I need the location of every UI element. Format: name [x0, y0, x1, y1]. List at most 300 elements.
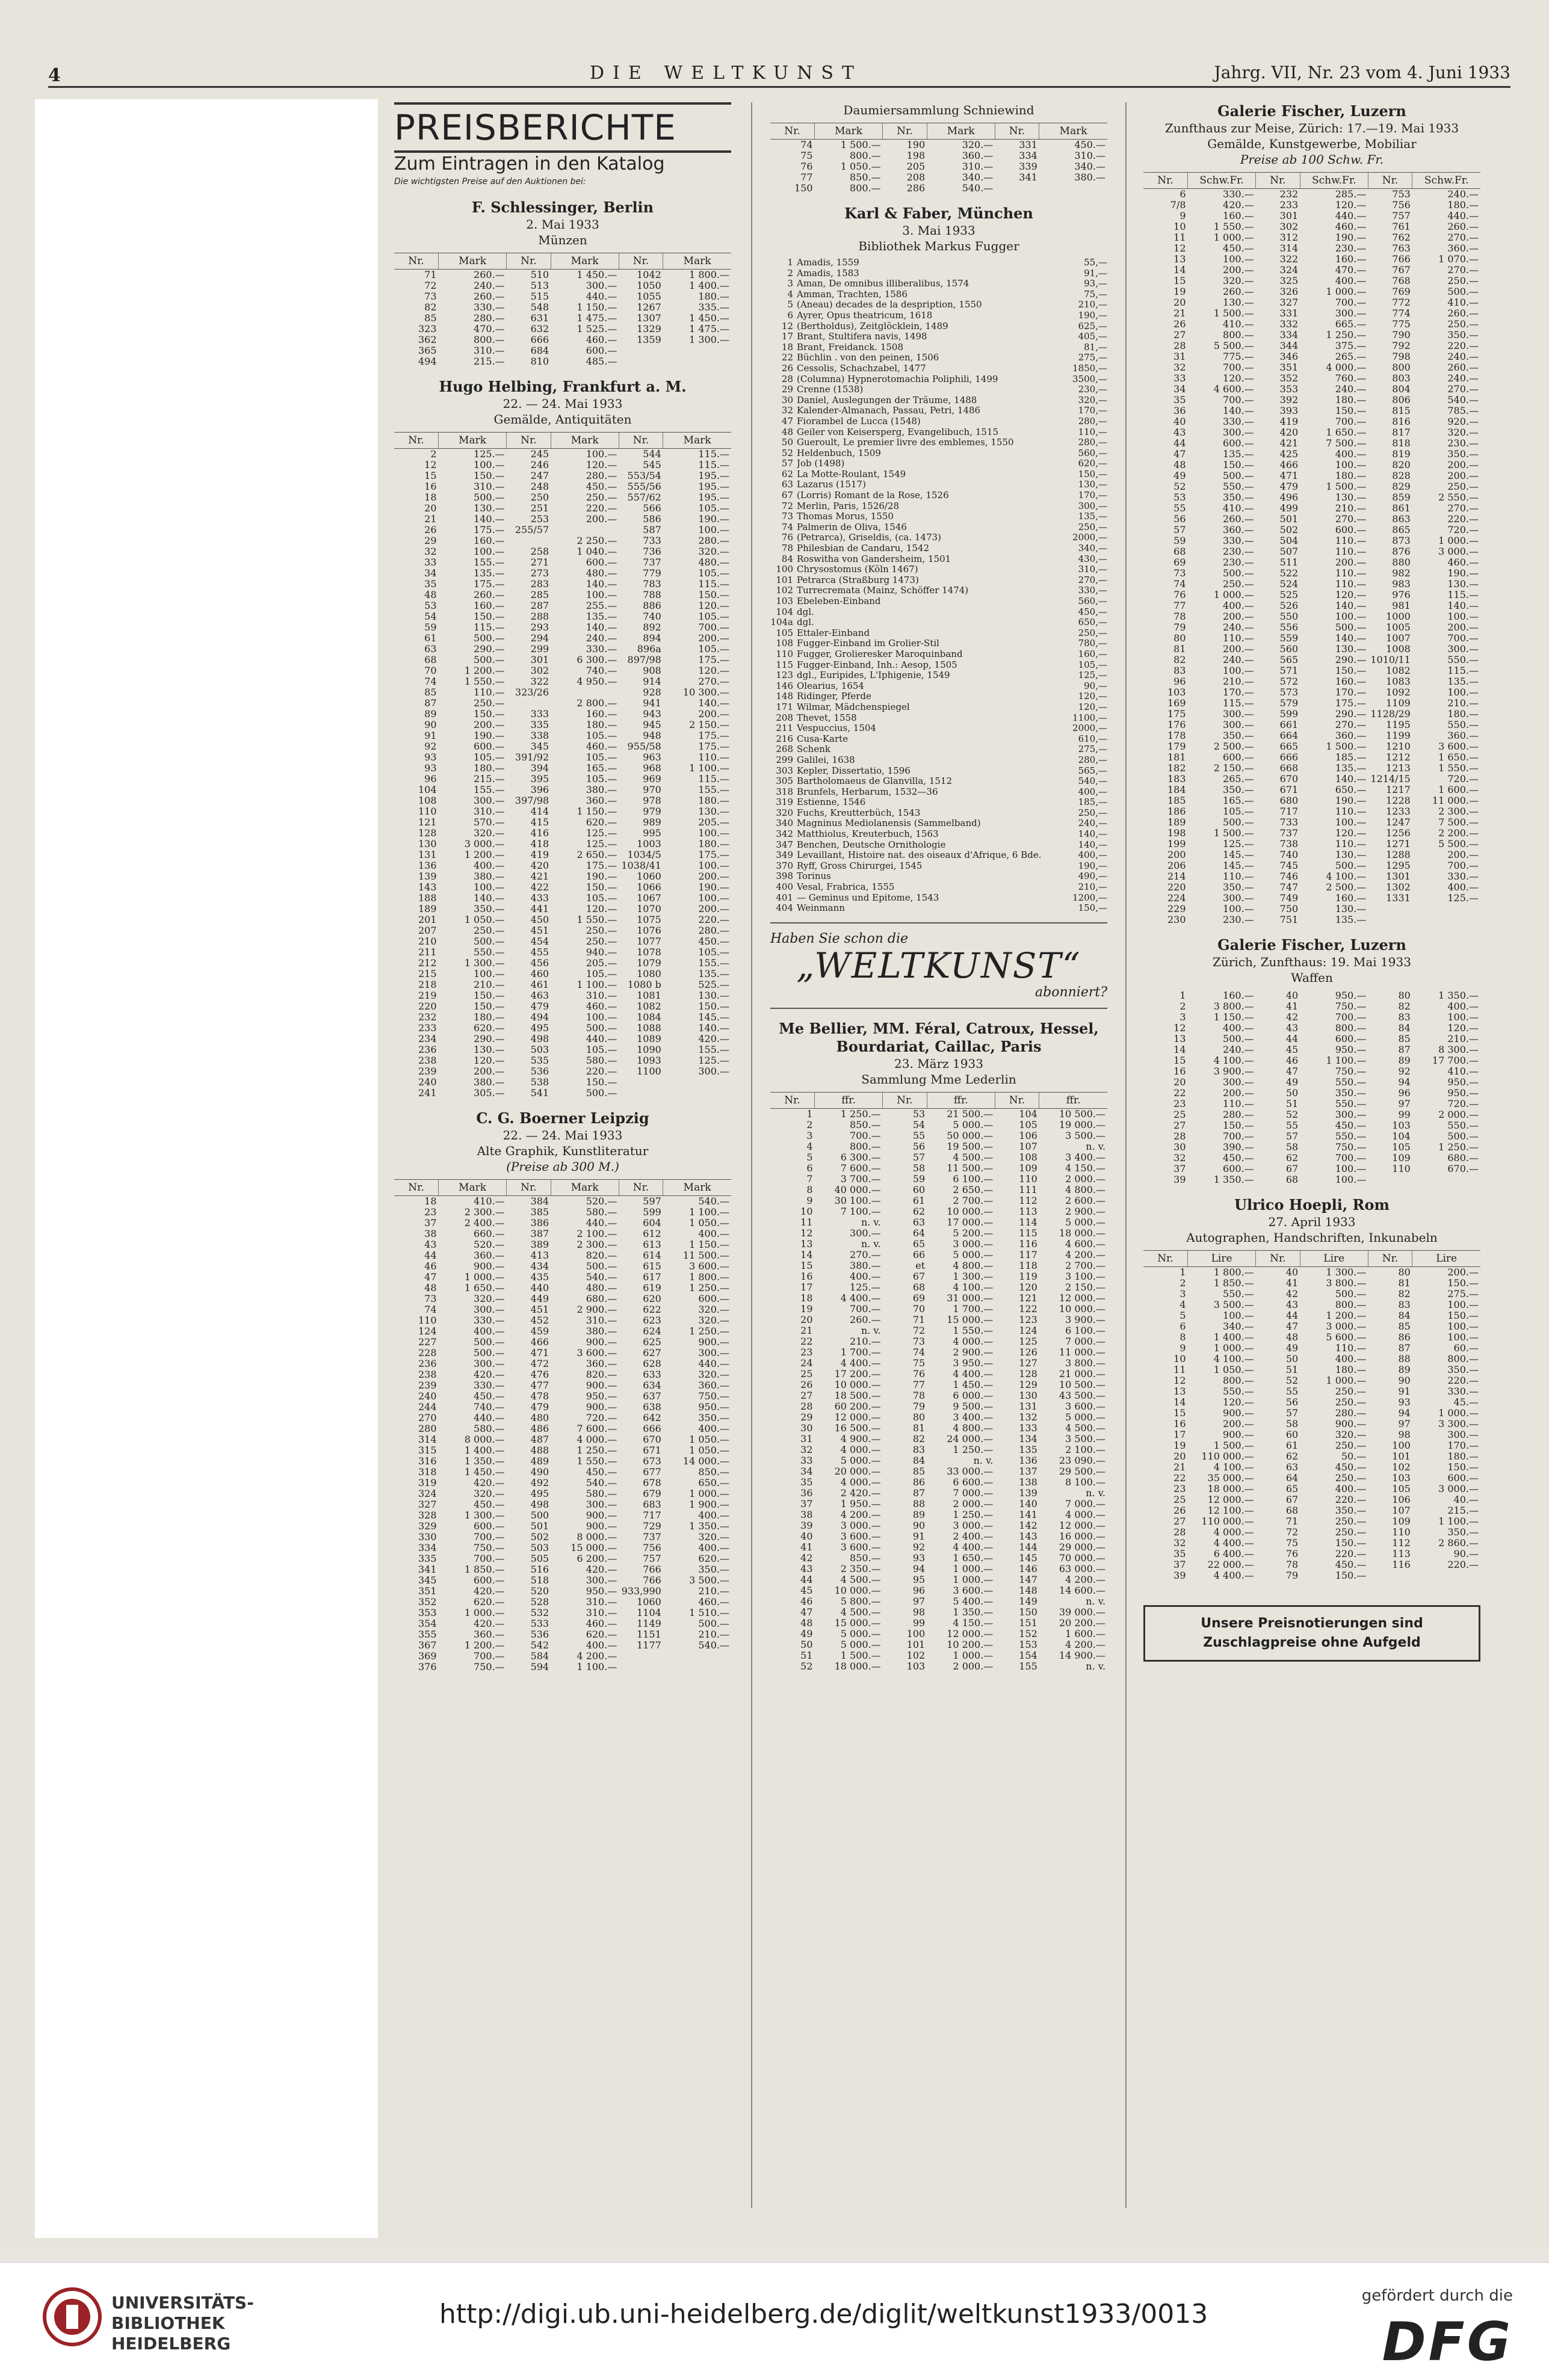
price: 150.—	[1447, 1310, 1479, 1321]
lot-number: 746	[1279, 871, 1299, 882]
lot-number: 27	[1173, 329, 1186, 341]
price: 200.—	[1223, 1418, 1254, 1429]
price: 310.—	[474, 345, 505, 356]
lot-number: 47	[1285, 1321, 1299, 1332]
list-item	[770, 628, 1107, 639]
lot-number: 82	[424, 301, 437, 313]
table-row	[394, 590, 731, 600]
price: 500.—	[586, 1022, 617, 1034]
price: 520.—	[474, 1239, 505, 1250]
lot-number: 184	[1167, 784, 1186, 795]
table-row	[1143, 1164, 1480, 1174]
lot-number: 33	[1173, 372, 1186, 384]
table-row	[394, 1391, 731, 1402]
price: 155.—	[474, 784, 505, 795]
price: 460.—	[586, 741, 617, 752]
lot-number: 401	[776, 892, 793, 903]
lot-number: 102	[776, 585, 793, 596]
table-row	[394, 904, 731, 914]
lot-number: 24	[800, 1357, 813, 1369]
price: 1 400.—	[689, 280, 729, 291]
price: 1 500.—	[1326, 741, 1367, 752]
lot-number: 326	[1279, 286, 1299, 297]
lot-number: 97	[1398, 1098, 1411, 1109]
list-item	[770, 427, 1107, 438]
table-row	[1143, 449, 1480, 460]
table-row	[1143, 1012, 1480, 1023]
lot-number: 391/92	[515, 751, 549, 763]
lot-number: 214	[1167, 871, 1186, 882]
price: 900.—	[586, 1509, 617, 1521]
lot-number: 17	[781, 331, 793, 342]
lot-number: 4	[1180, 1299, 1186, 1310]
lot-number: 507	[1279, 546, 1299, 557]
lot-number: 37	[1173, 1559, 1186, 1570]
list-item	[770, 893, 1107, 904]
price: 210.—	[1335, 502, 1367, 514]
table-row	[394, 460, 731, 470]
price: 1 350.—	[1213, 1174, 1254, 1185]
lot-number: 91	[424, 730, 437, 741]
lot-number: 522	[1279, 567, 1299, 579]
lot-number: 218	[418, 979, 437, 990]
price: 105.—	[586, 968, 617, 979]
table-row	[1143, 308, 1480, 319]
lot-number: 1078	[637, 946, 661, 958]
price: 7 500.—	[1326, 437, 1367, 449]
price: 680.—	[1447, 1152, 1479, 1164]
lot-number: 94	[912, 1562, 926, 1574]
price: 600.—	[586, 345, 617, 356]
price: 12 000.—	[834, 1411, 881, 1423]
lot-number: 347	[776, 839, 793, 850]
price: 145.—	[1223, 860, 1254, 871]
lot-number: 83	[1398, 1299, 1411, 1310]
lot-number: 62	[912, 1205, 926, 1217]
price: 1 450.—	[953, 1378, 994, 1390]
price: 40.—	[1453, 1494, 1479, 1505]
table-row	[770, 1477, 1107, 1488]
lot-number: 494	[418, 356, 437, 367]
price: 500.—	[1447, 1130, 1479, 1142]
lot-number: 58	[912, 1162, 926, 1174]
table-row	[1143, 1429, 1480, 1440]
lot-number: 340	[776, 818, 793, 829]
price: 250.—	[586, 925, 617, 936]
lot-number: 73	[912, 1335, 926, 1347]
lot-number: 99	[912, 1617, 926, 1629]
lot-number: 12	[781, 320, 793, 331]
lot-number: 72	[912, 1324, 926, 1336]
lot-number: 642	[643, 1412, 661, 1423]
lot-title: Kalender-Almanach, Passau, Petri, 1486	[797, 405, 981, 416]
price: 100.—	[1447, 1331, 1479, 1343]
lot-number: 327	[1279, 297, 1299, 308]
lot-number: 14	[800, 1248, 813, 1260]
price: 310.—	[586, 1607, 617, 1618]
table-row	[770, 150, 1107, 161]
list-item	[770, 279, 1107, 289]
price-table	[770, 123, 1107, 194]
lot-number: 976	[1392, 589, 1411, 600]
price: 390.—	[1223, 1141, 1254, 1153]
lot-number: 556	[1279, 621, 1299, 633]
lot-number: 70	[424, 665, 437, 676]
price: 500.—	[1223, 470, 1254, 481]
table-row	[1143, 189, 1480, 200]
lot-number: 586	[643, 513, 661, 525]
table-row	[1143, 276, 1480, 286]
price: 1 300.—	[689, 334, 729, 345]
price: 440.—	[586, 1033, 617, 1044]
auction-date: 22. — 24. Mai 1933	[502, 396, 623, 411]
lot-number: 179	[1167, 741, 1186, 752]
lot-number: 52	[781, 447, 793, 458]
lot-number: 109	[1392, 1152, 1411, 1164]
lot-number: 327	[418, 1499, 437, 1510]
lot-number: 14	[1173, 264, 1186, 276]
price: 2 000.—	[1065, 1173, 1105, 1185]
price: 1 550.—	[464, 676, 505, 687]
lot-number: 415	[530, 816, 549, 828]
price: 1200,—	[1072, 892, 1107, 903]
lot-number: 466	[530, 1336, 549, 1348]
price: 250.—	[586, 936, 617, 947]
price: 330,—	[1078, 585, 1107, 596]
lot-number: 486	[530, 1423, 549, 1434]
list-item	[770, 766, 1107, 777]
price: 15 000.—	[947, 1313, 994, 1325]
price: 250.—	[1335, 1396, 1367, 1408]
lot-number: 6	[806, 1162, 813, 1174]
funding-text: gefördert durch die	[1361, 2287, 1513, 2305]
table-row	[1143, 373, 1480, 384]
lot-number: 1000	[1386, 611, 1411, 622]
table-row	[394, 1034, 731, 1044]
lot-number: 99	[1398, 1109, 1411, 1120]
price: 320.—	[474, 1488, 505, 1499]
price: 190.—	[698, 881, 729, 893]
price: 230.—	[1223, 914, 1254, 925]
table-row	[1143, 1142, 1480, 1153]
lot-number: 28	[800, 1400, 813, 1412]
lot-number: 40	[800, 1530, 813, 1542]
lot-number: 1	[1180, 990, 1186, 1001]
price: 740.—	[586, 665, 617, 676]
dfg-logo: DFG	[1382, 2311, 1513, 2373]
table-row	[394, 1640, 731, 1651]
price: 250.—	[1447, 318, 1479, 330]
price: 290.—	[1335, 654, 1367, 665]
table-row	[1143, 806, 1480, 817]
lot-number: 94	[1398, 1076, 1411, 1088]
table-row	[1143, 644, 1480, 655]
price: 340,—	[1078, 543, 1107, 554]
price: 310.—	[474, 806, 505, 817]
table-row	[1143, 1099, 1480, 1109]
price: 330.—	[1447, 1386, 1479, 1397]
price: 500.—	[1223, 1033, 1254, 1044]
table-row	[1143, 1505, 1480, 1516]
lot-number: 384	[530, 1195, 549, 1207]
price: 500.—	[474, 492, 505, 503]
price: n. v.	[861, 1324, 881, 1336]
price: 7 000.—	[1065, 1497, 1105, 1509]
price: 3 600.—	[1438, 741, 1479, 752]
table-row	[770, 1315, 1107, 1325]
price: 1 000.—	[689, 1488, 729, 1499]
lot-number: 10	[1173, 1353, 1186, 1364]
price: 700.—	[474, 1531, 505, 1543]
price: 18 000.—	[1059, 1227, 1105, 1239]
table-row	[394, 1629, 731, 1640]
journal-title: DIE WELTKUNST	[590, 63, 862, 84]
lot-number: 542	[530, 1639, 549, 1651]
price: 1 850.—	[464, 1564, 505, 1575]
lot-number: 968	[643, 762, 661, 774]
lot-number: 525	[1279, 589, 1299, 600]
table-row	[770, 1152, 1107, 1163]
price: 1 100.—	[689, 762, 729, 774]
lot-number: 385	[530, 1206, 549, 1218]
price: 285.—	[1335, 188, 1367, 200]
lot-number: 74	[1173, 578, 1186, 590]
price: 4 000.—	[840, 1443, 881, 1455]
table-row	[1143, 1570, 1480, 1581]
lot-number: 60	[1285, 1429, 1299, 1440]
price-table	[1143, 1250, 1480, 1581]
price: 140.—	[1447, 600, 1479, 611]
lot-number: 82	[1398, 1288, 1411, 1299]
lot-number: 1038/41	[621, 860, 661, 871]
table-row	[1143, 1088, 1480, 1099]
lot-number: 316	[418, 1455, 437, 1467]
lot-number: 123	[776, 670, 793, 681]
price: 4 000.—	[1065, 1508, 1105, 1520]
column-header: Nr.	[883, 1092, 927, 1108]
price: 560,—	[1078, 596, 1107, 606]
lot-number	[619, 1088, 663, 1099]
price: 180.—	[698, 838, 729, 849]
table-row	[770, 1130, 1107, 1141]
price: 110.—	[698, 751, 729, 763]
table-row	[1143, 828, 1480, 839]
price: 130,—	[1078, 479, 1107, 490]
list-item	[770, 268, 1107, 279]
lot-number: 47	[800, 1606, 813, 1618]
price: 230,—	[1078, 384, 1107, 395]
lot-number: 149	[1019, 1595, 1037, 1607]
lot-number: 88	[912, 1497, 926, 1509]
lot-number: 480	[530, 1412, 549, 1423]
table-row	[770, 1174, 1107, 1185]
price: 2 350.—	[840, 1562, 881, 1574]
auction-house: C. G. Boerner Leipzig	[476, 1109, 649, 1127]
lot-number: 398	[776, 871, 793, 882]
price: 1 250.—	[1326, 329, 1367, 341]
price: 100.—	[1223, 253, 1254, 265]
table-row	[770, 1217, 1107, 1228]
price: 550.—	[1447, 654, 1479, 665]
price: 300.—	[474, 1358, 505, 1369]
price: 160.—	[1335, 676, 1367, 687]
price: 400.—	[1335, 275, 1367, 286]
price: 155.—	[698, 784, 729, 795]
lot-title: Weinmann	[797, 903, 846, 914]
price: 3 000.—	[1438, 546, 1479, 557]
table-row	[1143, 525, 1480, 535]
price: 1 100.—	[689, 1206, 729, 1218]
lot-number: 516	[530, 1564, 549, 1575]
price: 820.—	[586, 1369, 617, 1380]
lot-number: 136	[1019, 1454, 1037, 1466]
lot-number	[507, 535, 551, 546]
price: 160.—	[1223, 210, 1254, 221]
lot-number: 346	[1279, 351, 1299, 362]
price: 410.—	[474, 1195, 505, 1207]
lot-number: 9	[1180, 210, 1186, 221]
table-row	[394, 535, 731, 546]
page-subtitle: Zum Eintragen in den Katalog	[394, 153, 665, 174]
price: 300.—	[1335, 1109, 1367, 1120]
price: 17 000.—	[947, 1216, 994, 1228]
list-item	[770, 575, 1107, 586]
price: 610,—	[1078, 733, 1107, 744]
lot-number: 783	[643, 578, 661, 590]
lot-number: 614	[643, 1250, 661, 1261]
lot-number: 22	[1173, 1087, 1186, 1099]
permalink[interactable]: http://digi.ub.uni-heidelberg.de/diglit/weltkunst1933/0013	[439, 2299, 1208, 2329]
column-header: Mark	[551, 433, 619, 449]
table-row	[1143, 1364, 1480, 1375]
digitization-footer	[0, 2262, 1549, 2380]
price: 1 500.—	[1213, 827, 1254, 839]
table-row	[1143, 1354, 1480, 1364]
table-row	[770, 1260, 1107, 1271]
lot-number: 104a	[770, 617, 793, 628]
lot-number: 108	[418, 795, 437, 806]
price: 120.—	[474, 1055, 505, 1066]
price: 100.—	[474, 881, 505, 893]
price: 785.—	[1447, 405, 1479, 416]
lot-number: 544	[643, 448, 661, 460]
lot-number: 494	[530, 1011, 549, 1023]
price: 125.—	[698, 1055, 729, 1066]
price: 250.—	[1447, 481, 1479, 492]
lot-number: 224	[1167, 892, 1186, 904]
price: 700.—	[698, 621, 729, 633]
lot-number: 1	[806, 1108, 813, 1120]
price: 450,—	[1078, 606, 1107, 617]
price: 420.—	[474, 1618, 505, 1629]
price: 280,—	[1078, 754, 1107, 765]
price: 3 600.—	[953, 1584, 994, 1596]
table-row	[770, 1466, 1107, 1477]
lot-number: 479	[1279, 481, 1299, 492]
university-seal-icon	[42, 2287, 102, 2347]
price: 3 000.—	[1438, 1483, 1479, 1494]
lot-number: 302	[1279, 221, 1299, 232]
price: 470.—	[1335, 264, 1367, 276]
price: 120,—	[1078, 691, 1107, 702]
lot-number: 119	[1019, 1270, 1037, 1282]
lot-number: 105	[1019, 1118, 1037, 1130]
price: 820.—	[586, 1250, 617, 1261]
lot-number: 56	[1173, 513, 1186, 525]
price: 400,—	[1078, 786, 1107, 797]
lot-number: 132	[1019, 1411, 1037, 1423]
price	[1039, 183, 1107, 194]
price: 160.—	[1335, 892, 1367, 904]
price: 1 400.—	[1213, 1331, 1254, 1343]
lot-number: 362	[418, 334, 437, 345]
price: 11 500.—	[682, 1250, 729, 1261]
table-row	[1143, 1131, 1480, 1142]
notice-line-2: Zuschlagpreise ohne Aufgeld	[1203, 1635, 1421, 1650]
lot-number: 23	[424, 1206, 437, 1218]
price: 950.—	[1335, 1044, 1367, 1055]
price: 2000,—	[1072, 532, 1107, 543]
price: 330.—	[474, 1315, 505, 1326]
price: 550.—	[1223, 1386, 1254, 1397]
price: 180.—	[1335, 394, 1367, 405]
lot-number: 63	[912, 1216, 926, 1228]
list-item	[770, 829, 1107, 840]
price: 160.—	[474, 600, 505, 611]
lot-number: 565	[1279, 654, 1299, 665]
list-item	[770, 310, 1107, 321]
lot-number: 1083	[1386, 676, 1411, 687]
table-row	[1143, 600, 1480, 611]
lot-number: 737	[643, 556, 661, 568]
lot-number: 341	[418, 1564, 437, 1575]
auction-topic: Gemälde, Kunstgewerbe, Mobiliar	[1207, 137, 1417, 151]
lot-number: 349	[776, 849, 793, 861]
price: 140.—	[1335, 773, 1367, 785]
table-row	[394, 763, 731, 774]
table-row	[1143, 384, 1480, 395]
price: 220.—	[1447, 513, 1479, 525]
price: 280.—	[586, 470, 617, 481]
lot-number: 116	[1392, 1559, 1411, 1570]
price: 270,—	[1078, 574, 1107, 585]
column-header: Nr.	[507, 253, 551, 270]
price: 6 300.—	[577, 654, 617, 665]
price: 14 900.—	[1059, 1649, 1105, 1661]
lot-number: 420	[1279, 427, 1299, 438]
price: 440.—	[586, 1217, 617, 1229]
list-item	[770, 607, 1107, 618]
price: 400.—	[586, 1639, 617, 1651]
price: 50.—	[1341, 1451, 1367, 1462]
lot-number: 22	[1173, 1472, 1186, 1484]
price: 2 650.—	[953, 1183, 994, 1195]
table-row	[1143, 774, 1480, 785]
price: 280.—	[698, 535, 729, 546]
price: 100.—	[1335, 1174, 1367, 1185]
price: 1 550.—	[1213, 221, 1254, 232]
lot-number: 560	[1279, 643, 1299, 655]
lot-number: 1081	[637, 990, 661, 1001]
lot-number: 12	[1173, 1022, 1186, 1034]
lot-number: 16	[1173, 1418, 1186, 1429]
lot-number: 299	[776, 754, 793, 765]
table-row	[1143, 341, 1480, 351]
lot-number: 463	[530, 990, 549, 1001]
lot-number: 23	[1173, 1483, 1186, 1494]
price: 190.—	[474, 730, 505, 741]
table-row	[770, 1520, 1107, 1531]
